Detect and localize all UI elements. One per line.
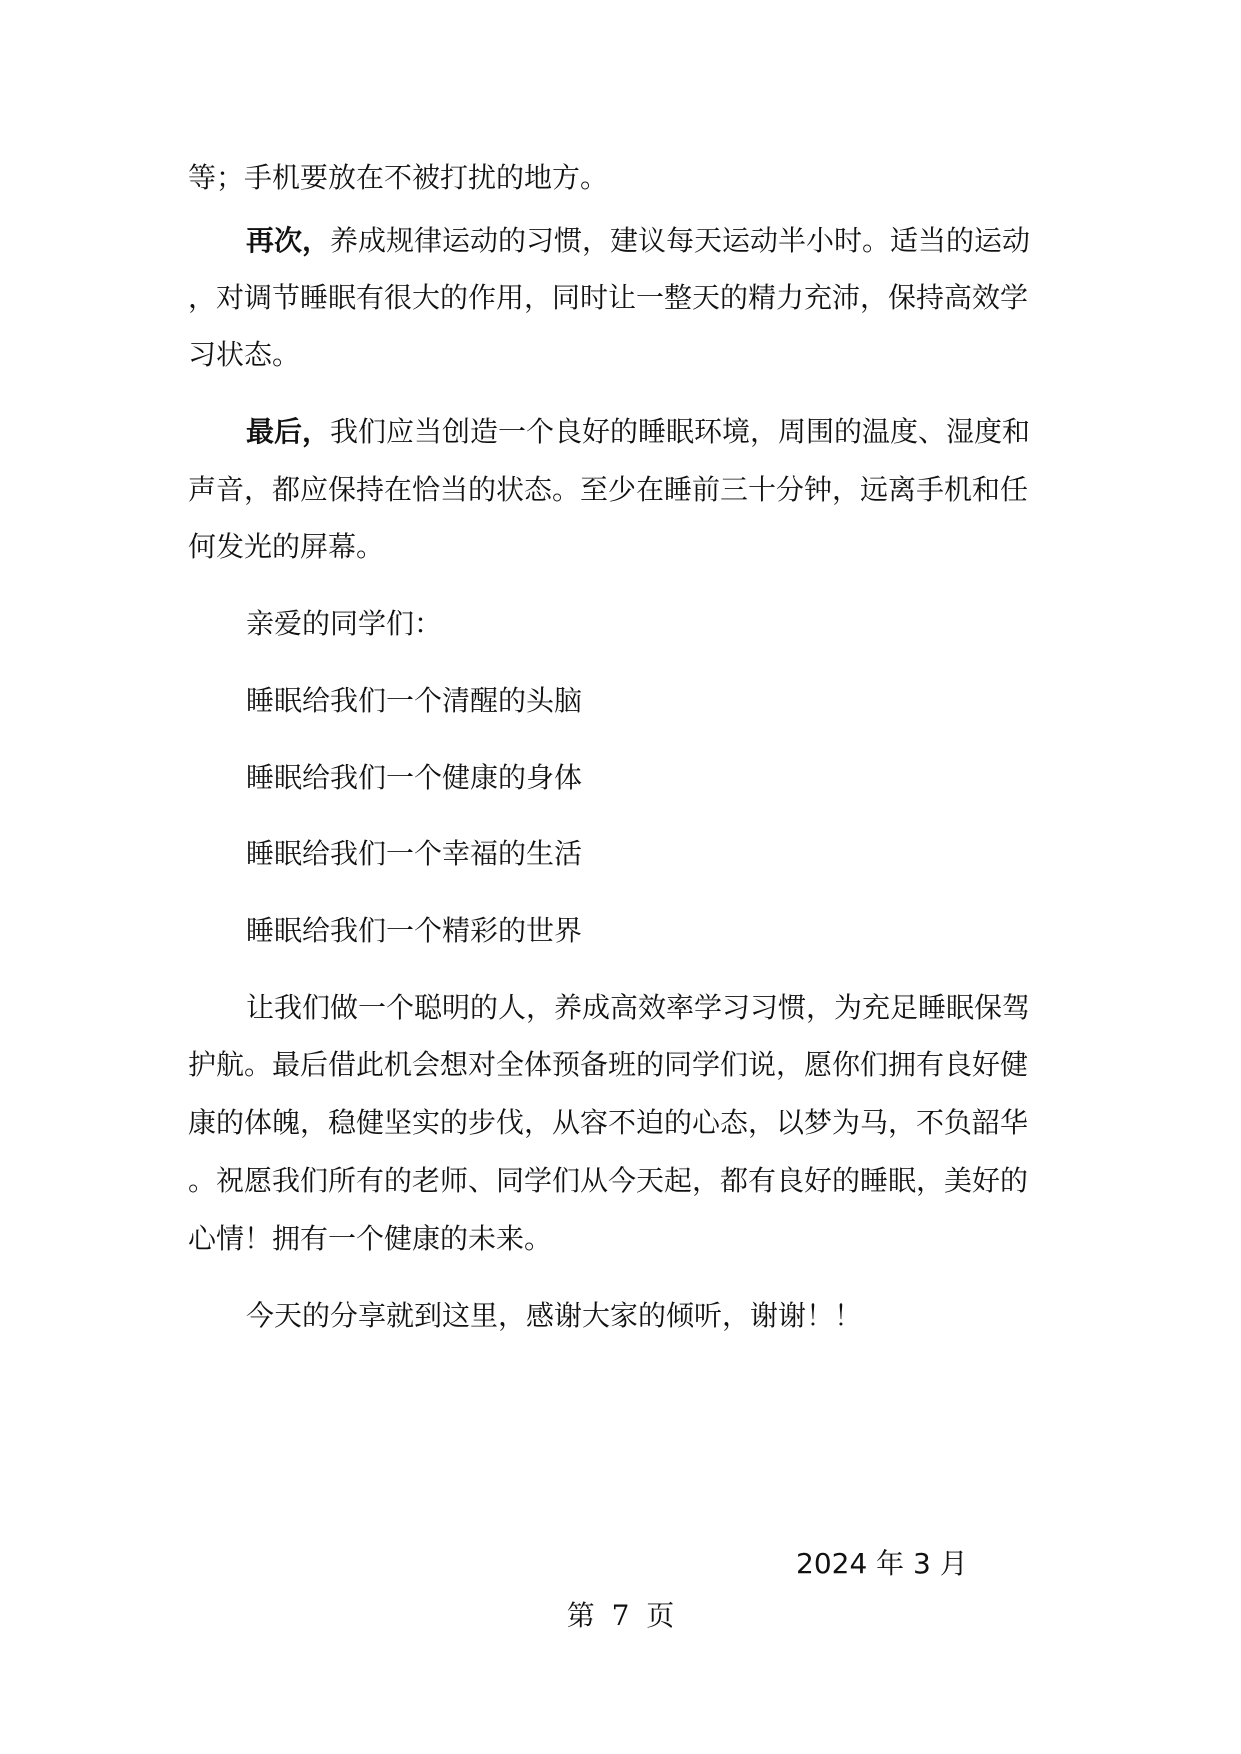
text-line: [246, 412, 1068, 452]
paragraph-lead: 再次，: [246, 224, 331, 257]
text-line: 习状态。: [188, 338, 301, 371]
document-date: 2024 年 3 月: [796, 1547, 968, 1580]
text-line: [246, 221, 1068, 261]
poem-line: 睡眠给我们一个健康的身体: [246, 761, 583, 794]
poem-line: 睡眠给我们一个幸福的生活: [246, 837, 583, 870]
text-line: 声音，都应保持在恰当的状态。至少在睡前三十分钟，远离手机和任: [188, 473, 1029, 506]
text-line: 等；手机要放在不被打扰的地方。: [188, 161, 609, 194]
text-line: 何发光的屏幕。: [188, 530, 385, 563]
text-line: 康的体魄，稳健坚实的步伐，从容不迫的心态，以梦为马，不负韶华: [188, 1106, 1029, 1139]
text-line: 心情！拥有一个健康的未来。: [188, 1222, 553, 1255]
text-line: 护航。最后借此机会想对全体预备班的同学们说，愿你们拥有良好健: [188, 1048, 1029, 1081]
salutation: 亲爱的同学们：: [246, 607, 443, 640]
page-number: 第 7 页: [566, 1599, 675, 1632]
poem-line: 睡眠给我们一个清醒的头脑: [246, 684, 583, 717]
line-text: 养成规律运动的习惯，建议每天运动半小时。适当的运动: [330, 224, 1031, 257]
line-text: 我们应当创造一个良好的睡眠环境，周围的温度、湿度和: [330, 415, 1031, 448]
text-line: ，对调节睡眠有很大的作用，同时让一整天的精力充沛，保持高效学: [188, 281, 1029, 314]
paragraph-lead: 最后，: [246, 415, 331, 448]
poem-line: 睡眠给我们一个精彩的世界: [246, 914, 583, 947]
text-line: 。祝愿我们所有的老师、同学们从今天起，都有良好的睡眠，美好的: [188, 1164, 1029, 1197]
closing-thanks: 今天的分享就到这里，感谢大家的倾听，谢谢！！: [246, 1299, 863, 1332]
text-line: 让我们做一个聪明的人，养成高效率学习习惯，为充足睡眠保驾: [246, 991, 1031, 1024]
